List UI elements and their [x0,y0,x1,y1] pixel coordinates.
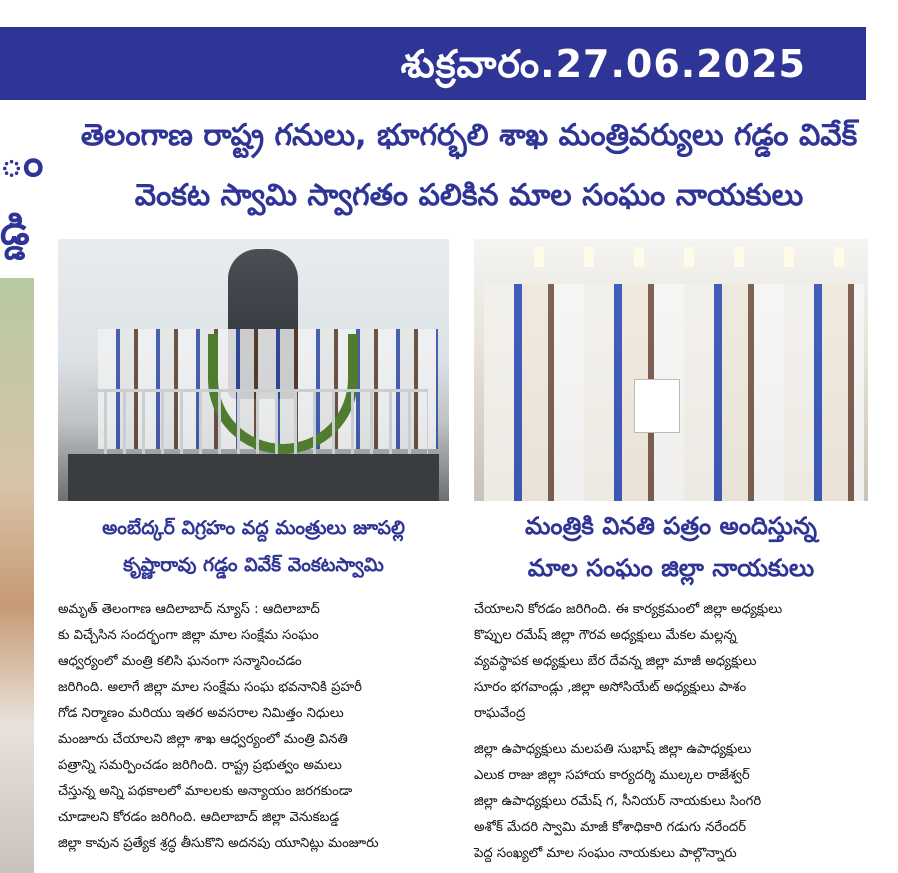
article-line: రాఘవేంద్ర [474,706,526,721]
article-line: అమృత్ తెలంగాణ ఆదిలాబాద్ న్యూస్ : ఆదిలాబాద్ [58,602,320,617]
article-line: పెద్ద సంఖ్యలో మాల సంఘం నాయకులు పాల్గొన్నారు [474,846,737,861]
article-line: పత్రాన్ని సమర్పించడం జరిగింది. రాష్ట్ర ప్రభుత్వం అమలు [58,758,342,773]
article-line: చూడాలని కోరడం జరిగింది. ఆదిలాబాద్ జిల్లా వెనుకబడ్డ [58,810,340,825]
photo2-caption-line-2: మాల సంఘం జిల్లా నాయకులు [527,554,815,582]
article-line: చేస్తున్న అన్ని పథకాలలో మాలలకు అన్యాయం జరగకుండా [58,784,353,799]
photo-memorandum-handover [474,239,868,501]
publication-date: శుక్రవారం.27.06.2025 [400,42,806,86]
railing [88,389,428,456]
article-line: గోడ నిర్మాణం మరియు ఇతర అవసరాల నిమిత్తం నిధులు [58,706,344,721]
article-line: కు విచ్చేసిన సందర్భంగా జిల్లా మాల సంక్షేమ సంఘం [58,628,319,643]
article-line: జిల్లా కావున ప్రత్యేక శ్రద్ధ తీసుకొని అదనపు యూనిట్లు మంజూరు [58,836,379,851]
article-line: సూరం భగవాండ్లు ,జిల్లా అసోసియేట్ అధ్యక్షులు పాశం [474,680,747,695]
article-column-1 [58,597,454,857]
article-line: అశోక్ మేదరి స్వామి మాజీ కోశాధికారి గడుగు నరేందర్ [474,820,747,835]
photo1-caption-line-1: అంబేద్కర్ విగ్రహం వద్ద మంత్రులు జూపల్లి [102,517,405,539]
memorandum-paper [634,379,680,433]
article-line: మంజూరు చేయాలని జిల్లా శాఖ ఆధ్వర్యంలో మంత్రి వినతి [58,732,348,747]
photo1-caption-line-2: కృష్ణారావు గడ్డం వివేక్ వెంకటస్వామి [123,554,384,576]
article-column-2 [474,597,874,867]
article-line: జిల్లా ఉపాధ్యక్షులు రమేష్ గ, సీనియర్ నాయకులు సింగరి [474,794,762,809]
article-line: కొప్పుల రమేష్ జిల్లా గౌరవ అధ్యక్షులు మేకల మల్లన్న [474,628,737,643]
adjacent-headline-fragment-1: ం [0,140,44,186]
photo2-caption-line-1: మంత్రికి వినతి పత్రం అందిస్తున్న [525,512,817,540]
adjacent-headline-fragment-2: డ్డి [0,208,30,254]
headline-line-1: తెలంగాణ రాష్ట్ర గనులు, భూగర్భలి శాఖ మంత్రివర్యులు గడ్డం వివేక్ [80,118,858,153]
pedestal-base [68,454,439,501]
article-line: ఆధ్వర్యంలో మంత్రి కలిసి ఘనంగా సన్మానించడం [58,654,302,669]
article-line: చేయాలని కోరడం జరిగింది. ఈ కార్యక్రమంలో జిల్లా అధ్యక్షులు [474,602,783,617]
photo-statue-garlanding [58,239,449,501]
article-line: వ్యవస్థాపక అధ్యక్షులు బేర దేవన్న జిల్లా మాజీ అధ్యక్షులు [474,654,757,669]
adjacent-article-photo [0,278,34,873]
article-line: జరిగింది. అలాగే జిల్లా మాల సంక్షేమ సంఘ భవనానికి ప్రహరీ [58,680,362,695]
article-line: ఎలుక రాజు జిల్లా సహాయ కార్యదర్శి ముల్కల రాజేశ్వర్ [474,768,750,783]
ceiling-lights [494,247,854,267]
article-line: జిల్లా ఉపాధ్యక్షులు మలపతి సుభాష్ జిల్లా ఉపాధ్యక్షులు [474,742,752,757]
headline-line-2: వెంకట స్వామి స్వాగతం పలికిన మాల సంఘం నాయకులు [134,178,804,213]
